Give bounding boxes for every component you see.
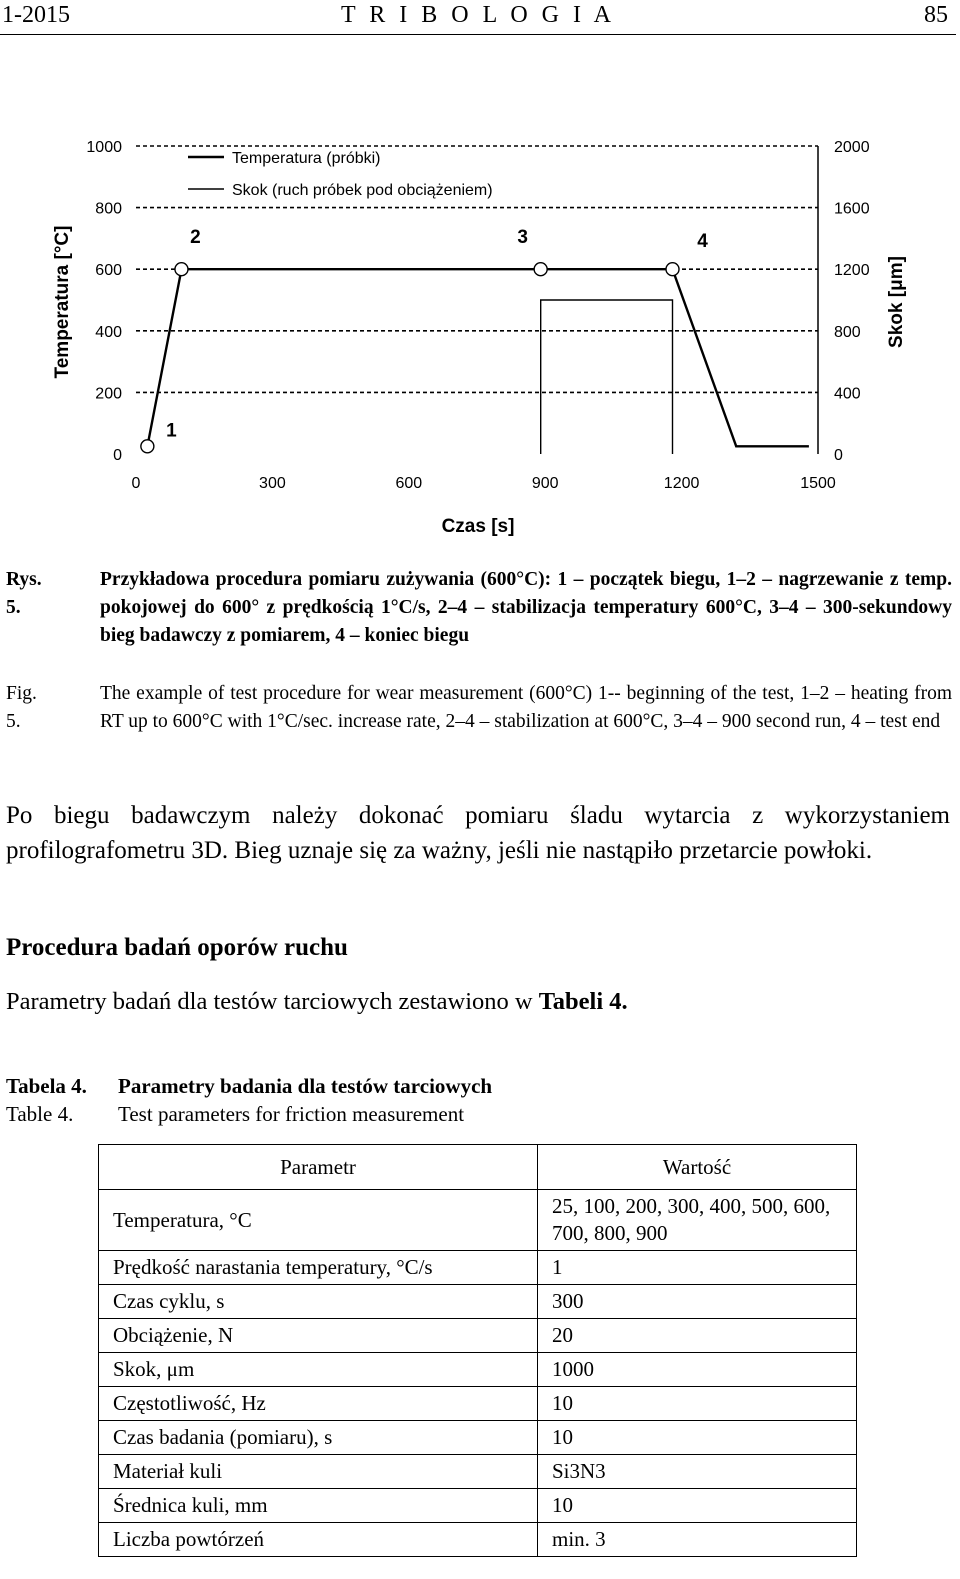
table-caption-pl [6, 1072, 492, 1100]
legend-layer [188, 150, 493, 199]
table-reference-link: Tabeli 4. [538, 988, 628, 1015]
x-tick-label: 0 [131, 475, 141, 492]
table-label-pl: Tabela 4. [6, 1074, 87, 1098]
y2-axis-label: Skok [μm] [886, 256, 907, 348]
parameters-table [98, 1144, 857, 1557]
param-name-cell: Obciążenie, N [99, 1319, 538, 1353]
x-tick-label: 600 [395, 475, 423, 492]
y2-tick-label: 800 [834, 323, 861, 341]
page-number: 85 [924, 2, 948, 28]
param-name-cell: Czas badania (pomiaru), s [99, 1421, 538, 1455]
series-line [147, 269, 809, 446]
table-title-en: Test parameters for friction measurement [118, 1102, 465, 1126]
x-axis-label: Czas [s] [441, 516, 515, 537]
param-value-cell: 1000 [538, 1353, 857, 1387]
y2-tick-label: 1600 [834, 200, 870, 218]
y-tick-label: 0 [113, 447, 122, 464]
table-title-pl: Parametry badania dla testów tarciowych [118, 1074, 493, 1098]
figure-label-pl: Rys. 5. [6, 569, 42, 618]
table-row [99, 1489, 857, 1523]
table-row [99, 1353, 857, 1387]
param-name-cell: Średnica kuli, mm [99, 1489, 538, 1523]
table-row [99, 1523, 857, 1557]
param-name-cell: Skok, μm [99, 1353, 538, 1387]
body-paragraph: Po biegu badawczym należy dokonać pomiaru śladu wytarcia z wykorzystaniem profilografometru 3D. Bieg uznaje się za ważny, jeśli nie nastąpiło przetarcie powłoki. [6, 802, 950, 864]
table-body [99, 1190, 857, 1557]
param-value-cell: 10 [538, 1489, 857, 1523]
procedure-chart [0, 120, 960, 550]
point-marker [666, 263, 679, 276]
y2-tick-label: 400 [834, 385, 861, 403]
table-row [99, 1421, 857, 1455]
y-tick-label: 200 [95, 385, 122, 403]
y-tick-label: 1000 [86, 139, 122, 156]
figure-text-en: The example of test procedure for wear measurement (600°C) 1-- beginning of the test, 1–2 – heating from RT up to 600°C with 1°C/sec. increase rate, 2–4 – stabilization at 600°C, 3–4 – 900 second run, 4 – test end [100, 683, 952, 732]
table-caption-en [6, 1100, 464, 1128]
param-value-cell: Si3N3 [538, 1455, 857, 1489]
page-header [0, 0, 956, 35]
param-value-cell: 20 [538, 1319, 857, 1353]
table-header-row [99, 1145, 857, 1190]
figure-label-en: Fig. 5. [6, 683, 37, 732]
issue-number: 1-2015 [2, 2, 70, 28]
x-tick-label: 1200 [663, 475, 700, 492]
figure-text-pl: Przykładowa procedura pomiaru zużywania (600°C): 1 – początek biegu, 1–2 – nagrzewanie z temp. pokojowej do 600° z prędkością 1°C/s, 2–4 – stabilizacja temperatury 600°C, 3–4 – 300-sekundowy bieg badawczy z pomiarem, 4 – koniec biegu [100, 569, 952, 646]
table-reference-text: Parametry badań dla testów tarciowych zestawiono w [6, 988, 539, 1015]
param-name-cell: Prędkość narastania temperatury, °C/s [99, 1251, 538, 1285]
series-layer [147, 269, 809, 454]
table-label-en: Table 4. [6, 1102, 74, 1126]
table-row [99, 1319, 857, 1353]
point-label: 3 [517, 227, 528, 249]
point-label: 2 [190, 227, 201, 249]
x-tick-label: 900 [531, 475, 559, 492]
journal-title: T R I B O L O G I A [341, 2, 615, 28]
point-label: 4 [697, 231, 708, 253]
header-parametr: Parametr [99, 1145, 538, 1190]
table-row [99, 1190, 857, 1251]
point-label: 1 [166, 420, 177, 442]
y2-tick-label: 0 [834, 447, 843, 464]
param-name-cell: Częstotliwość, Hz [99, 1387, 538, 1421]
legend-label: Skok (ruch próbek pod obciążeniem) [232, 182, 493, 199]
table-row [99, 1455, 857, 1489]
param-value-cell: min. 3 [538, 1523, 857, 1557]
header-wartosc: Wartość [538, 1145, 857, 1190]
point-layer [141, 227, 708, 453]
table-reference-paragraph [6, 984, 950, 1019]
series-line [541, 300, 673, 454]
point-marker [141, 440, 154, 453]
y-tick-label: 800 [95, 200, 122, 218]
legend-label: Temperatura (próbki) [232, 150, 381, 167]
y-tick-label: 600 [95, 262, 122, 280]
section-heading: Procedura badań oporów ruchu [6, 934, 348, 961]
param-value-cell: 300 [538, 1285, 857, 1319]
param-value-cell: 1 [538, 1251, 857, 1285]
point-marker [534, 263, 547, 276]
param-name-cell: Temperatura, °C [99, 1190, 538, 1251]
y-axis-label: Temperatura [°C] [52, 225, 73, 379]
y2-tick-label: 2000 [834, 139, 870, 156]
param-value-cell: 10 [538, 1387, 857, 1421]
param-value-cell: 10 [538, 1421, 857, 1455]
param-value-cell: 25, 100, 200, 300, 400, 500, 600, 700, 800, 900 [538, 1190, 857, 1251]
point-marker [175, 263, 188, 276]
x-tick-label: 1500 [800, 475, 836, 492]
param-name-cell: Czas cyklu, s [99, 1285, 538, 1319]
table-row [99, 1285, 857, 1319]
x-tick-label: 300 [259, 475, 286, 492]
table-row [99, 1251, 857, 1285]
y2-tick-label: 1200 [834, 262, 870, 280]
param-name-cell: Liczba powtórzeń [99, 1523, 538, 1557]
param-name-cell: Materiał kuli [99, 1455, 538, 1489]
y-tick-label: 400 [95, 323, 122, 341]
table-row [99, 1387, 857, 1421]
